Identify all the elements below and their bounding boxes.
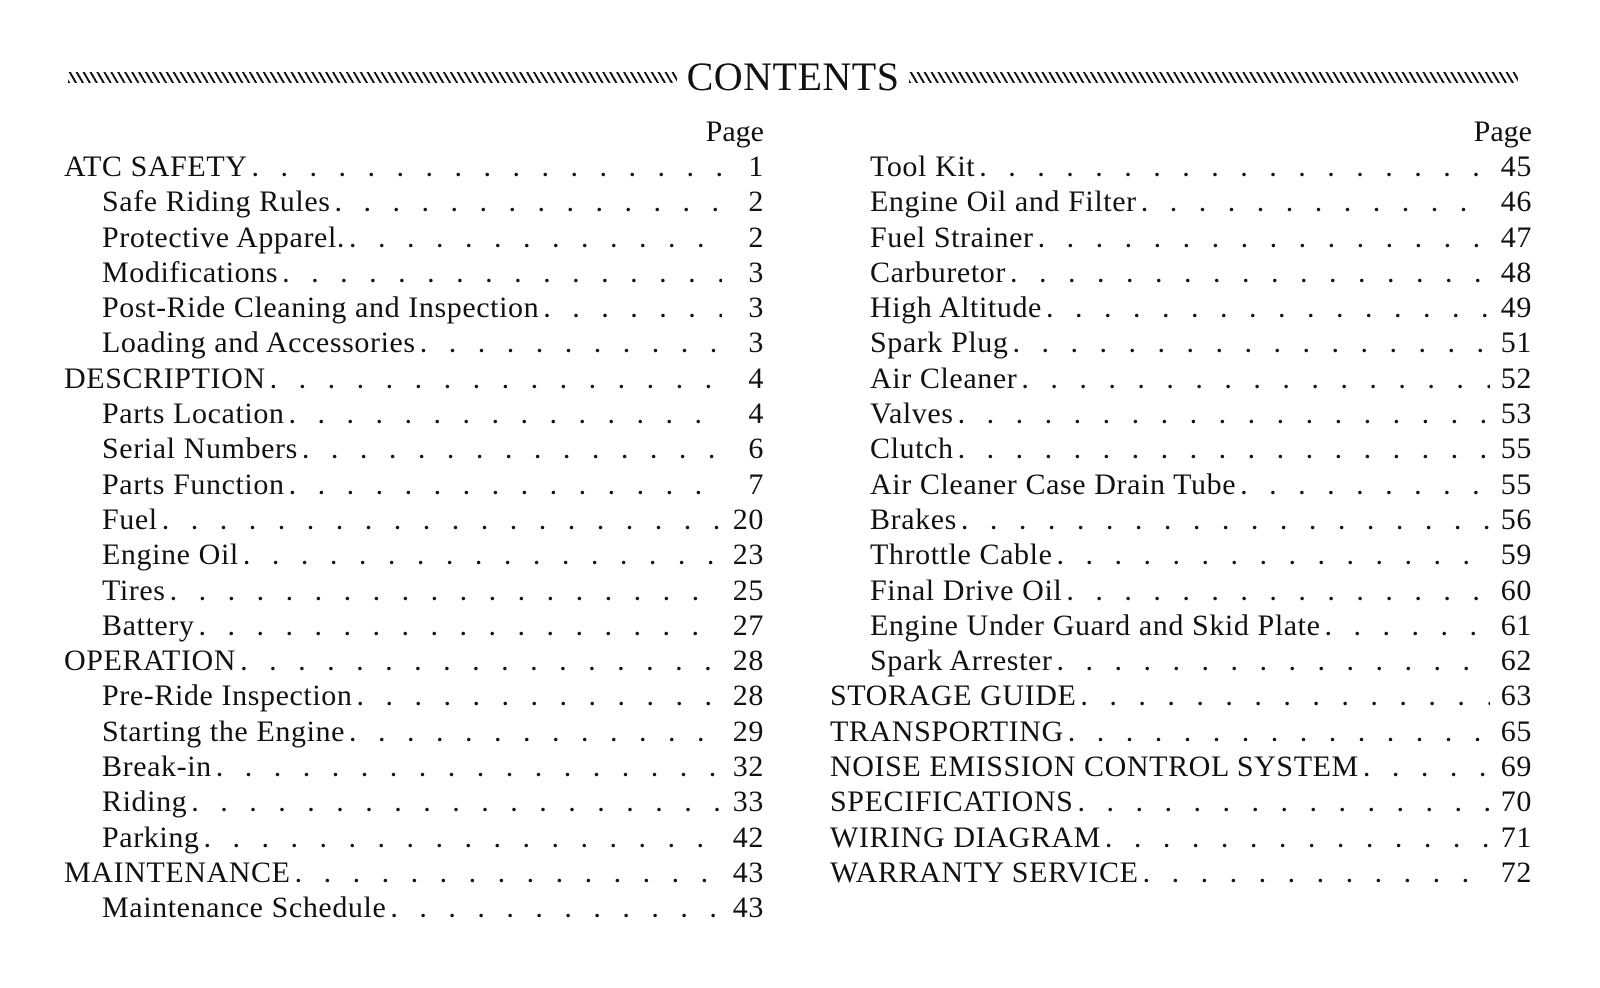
dot-leader [1325, 608, 1490, 643]
toc-entry-page-number: 1 [748, 150, 764, 183]
toc-entry-label: Maintenance Schedule [102, 891, 387, 925]
toc-section-entry[interactable] [830, 855, 1532, 890]
toc-entry-label: Safe Riding Rules [102, 185, 331, 219]
dot-leader [1057, 643, 1490, 678]
toc-entry-page-number: 28 [732, 644, 764, 678]
toc-entry-page-number: 53 [1500, 397, 1532, 431]
toc-entry-label: OPERATION [64, 644, 237, 678]
toc-entry-page-number: 3 [748, 291, 764, 325]
toc-subsection-entry[interactable] [830, 431, 1532, 466]
toc-subsection-entry[interactable] [830, 467, 1532, 502]
toc-entry-label: Riding [102, 785, 188, 819]
toc-section-entry[interactable] [830, 714, 1532, 749]
toc-subsection-entry[interactable] [830, 220, 1532, 255]
toc-entry-page-number: 55 [1500, 432, 1532, 466]
toc-list-left [64, 149, 764, 926]
toc-section-entry[interactable] [830, 749, 1532, 784]
toc-subsection-entry[interactable] [64, 537, 764, 572]
toc-entry-page-number: 63 [1500, 679, 1532, 713]
dot-leader [1240, 467, 1490, 502]
toc-entry-label: Air Cleaner Case Drain Tube [870, 467, 1237, 501]
toc-entry-label: WARRANTY SERVICE [830, 855, 1139, 889]
toc-entry-label: Battery [102, 608, 195, 642]
toc-entry-page-number: 55 [1500, 467, 1532, 501]
dot-leader [1141, 184, 1490, 219]
toc-entry-page-number: 56 [1500, 502, 1532, 536]
toc-entry-label: DESCRIPTION [64, 361, 266, 395]
toc-subsection-entry[interactable] [64, 608, 764, 643]
dot-leader [958, 431, 1490, 466]
toc-section-entry[interactable] [64, 361, 764, 396]
dot-leader [1021, 361, 1490, 396]
toc-entry-page-number: 71 [1500, 820, 1532, 854]
toc-subsection-entry[interactable] [64, 820, 764, 855]
toc-subsection-entry[interactable] [64, 431, 764, 466]
toc-entry-page-number: 33 [732, 785, 764, 819]
toc-subsection-entry[interactable] [830, 643, 1532, 678]
dot-leader [243, 537, 722, 572]
dot-leader [289, 396, 722, 431]
toc-entry-label: ATC SAFETY [64, 150, 248, 183]
toc-entry-label: Engine Under Guard and Skid Plate [870, 608, 1321, 642]
toc-entry-page-number: 70 [1500, 785, 1532, 819]
toc-entry-page-number: 4 [748, 397, 764, 431]
toc-subsection-entry[interactable] [64, 678, 764, 713]
toc-subsection-entry[interactable] [64, 396, 764, 431]
toc-entry-label: MAINTENANCE [64, 855, 291, 889]
toc-entry-label: Post-Ride Cleaning and Inspection [102, 291, 540, 325]
toc-entry-page-number: 27 [732, 608, 764, 642]
page-title: CONTENTS [686, 54, 900, 99]
toc-entry-label: Protective Apparel. [102, 220, 345, 254]
dot-leader [270, 361, 722, 396]
dot-leader [1013, 325, 1490, 360]
toc-entry-label: Spark Plug [870, 326, 1009, 360]
toc-subsection-entry[interactable] [64, 184, 764, 219]
toc-entry-label: High Altitude [870, 291, 1042, 325]
toc-subsection-entry[interactable] [64, 749, 764, 784]
toc-entry-label: Parts Function [102, 467, 285, 501]
dot-leader [216, 749, 722, 784]
toc-entry-label: Throttle Cable [870, 538, 1053, 572]
toc-entry-page-number: 60 [1500, 573, 1532, 607]
dot-leader [349, 220, 722, 255]
toc-entry-page-number: 23 [732, 538, 764, 572]
toc-entry-label: Valves [870, 397, 954, 431]
toc-entry-page-number: 28 [732, 679, 764, 713]
toc-entry-label: Spark Arrester [870, 644, 1053, 678]
toc-entry-page-number: 48 [1500, 255, 1532, 289]
toc-entry-label: Break-in [102, 750, 212, 784]
decorative-rule-left [68, 72, 677, 83]
toc-subsection-entry[interactable] [830, 149, 1532, 184]
toc-subsection-entry[interactable] [64, 502, 764, 537]
toc-subsection-entry[interactable] [64, 290, 764, 325]
toc-entry-label: WIRING DIAGRAM [830, 820, 1101, 854]
toc-entry-label: Loading and Accessories [102, 326, 416, 360]
page-column-heading: Page [1473, 115, 1532, 148]
toc-section-entry[interactable] [64, 855, 764, 890]
dot-leader [162, 502, 722, 537]
toc-entry-label: Parts Location [102, 397, 285, 431]
toc-subsection-entry[interactable] [830, 325, 1532, 360]
dot-leader [1010, 255, 1490, 290]
toc-entry-page-number: 6 [748, 432, 764, 466]
toc-entry-label: TRANSPORTING [830, 714, 1064, 748]
dot-leader [1038, 220, 1490, 255]
toc-subsection-entry[interactable] [830, 608, 1532, 643]
contents-header [68, 52, 1518, 102]
dot-leader [1105, 820, 1490, 855]
toc-subsection-entry[interactable] [64, 573, 764, 608]
dot-leader [295, 855, 722, 890]
dot-leader [1077, 784, 1490, 819]
dot-leader [390, 890, 722, 925]
toc-section-entry[interactable] [64, 149, 764, 184]
toc-subsection-entry[interactable] [830, 255, 1532, 290]
dot-leader [1068, 714, 1490, 749]
toc-entry-page-number: 51 [1500, 326, 1532, 360]
dot-leader [420, 325, 722, 360]
dot-leader [1143, 855, 1490, 890]
dot-leader [191, 784, 722, 819]
dot-leader [1057, 537, 1490, 572]
dot-leader [302, 431, 722, 466]
toc-subsection-entry[interactable] [64, 220, 764, 255]
dot-leader [240, 643, 722, 678]
toc-entry-page-number: 2 [748, 220, 764, 254]
toc-entry-page-number: 43 [732, 855, 764, 889]
dot-leader [357, 678, 722, 713]
toc-entry-label: Modifications [102, 255, 279, 289]
dot-leader [204, 820, 722, 855]
toc-entry-label: Pre-Ride Inspection [102, 679, 353, 713]
decorative-rule-right [909, 72, 1518, 83]
toc-entry-page-number: 62 [1500, 644, 1532, 678]
toc-entry-label: STORAGE GUIDE [830, 679, 1077, 713]
dot-leader [958, 396, 1490, 431]
toc-section-entry[interactable] [830, 820, 1532, 855]
toc-entry-page-number: 32 [732, 750, 764, 784]
toc-entry-page-number: 3 [748, 326, 764, 360]
toc-entry-label: Fuel Strainer [870, 220, 1034, 254]
toc-entry-page-number: 2 [748, 185, 764, 219]
toc-entry-label: Engine Oil [102, 538, 239, 572]
toc-subsection-entry[interactable] [830, 184, 1532, 219]
dot-leader [349, 714, 722, 749]
toc-entry-label: Tires [102, 573, 166, 607]
toc-entry-page-number: 61 [1500, 608, 1532, 642]
toc-entry-page-number: 47 [1500, 220, 1532, 254]
toc-entry-page-number: 65 [1500, 714, 1532, 748]
dot-leader [282, 255, 722, 290]
toc-subsection-entry[interactable] [830, 502, 1532, 537]
toc-entry-page-number: 43 [732, 891, 764, 925]
toc-column-left [64, 115, 764, 926]
dot-leader [252, 149, 722, 184]
toc-entry-page-number: 4 [748, 361, 764, 395]
toc-subsection-entry[interactable] [64, 325, 764, 360]
dot-leader [543, 290, 722, 325]
toc-subsection-entry[interactable] [64, 714, 764, 749]
toc-entry-page-number: 25 [732, 573, 764, 607]
toc-subsection-entry[interactable] [830, 361, 1532, 396]
toc-subsection-entry[interactable] [830, 537, 1532, 572]
toc-entry-label: NOISE EMISSION CONTROL SYSTEM [830, 750, 1359, 784]
toc-subsection-entry[interactable] [830, 290, 1532, 325]
toc-section-entry[interactable] [830, 678, 1532, 713]
toc-subsection-entry[interactable] [64, 784, 764, 819]
dot-leader [1046, 290, 1490, 325]
dot-leader [1080, 678, 1490, 713]
toc-entry-label: Clutch [870, 432, 954, 466]
toc-entry-label: Final Drive Oil [870, 573, 1063, 607]
toc-entry-page-number: 3 [748, 255, 764, 289]
toc-section-entry[interactable] [64, 643, 764, 678]
toc-entry-label: Engine Oil and Filter [870, 185, 1137, 219]
toc-subsection-entry[interactable] [830, 396, 1532, 431]
toc-entry-page-number: 52 [1500, 361, 1532, 395]
toc-entry-label: Tool Kit [870, 150, 976, 183]
toc-entry-page-number: 46 [1500, 185, 1532, 219]
toc-entry-page-number: 20 [732, 502, 764, 536]
toc-section-entry[interactable] [830, 784, 1532, 819]
dot-leader [979, 149, 1490, 184]
toc-entry-label: Parking [102, 820, 200, 854]
toc-entry-page-number: 59 [1500, 538, 1532, 572]
toc-subsection-entry[interactable] [64, 467, 764, 502]
toc-entry-page-number: 69 [1500, 750, 1532, 784]
toc-entry-label: SPECIFICATIONS [830, 785, 1074, 819]
toc-entry-page-number: 29 [732, 714, 764, 748]
dot-leader [199, 608, 722, 643]
toc-entry-label: Serial Numbers [102, 432, 298, 466]
dot-leader [289, 467, 722, 502]
toc-entry-page-number: 45 [1500, 150, 1532, 183]
toc-entry-page-number: 7 [748, 467, 764, 501]
toc-subsection-entry[interactable] [64, 255, 764, 290]
dot-leader [1066, 573, 1490, 608]
dot-leader [1363, 749, 1490, 784]
toc-entry-label: Fuel [102, 502, 158, 536]
toc-entry-page-number: 72 [1500, 855, 1532, 889]
toc-subsection-entry[interactable] [64, 890, 764, 925]
dot-leader [335, 184, 722, 219]
toc-entry-label: Brakes [870, 502, 957, 536]
dot-leader [961, 502, 1490, 537]
page-column-heading: Page [705, 115, 764, 148]
toc-entry-label: Carburetor [870, 255, 1006, 289]
toc-subsection-entry[interactable] [830, 573, 1532, 608]
toc-column-right [830, 115, 1532, 890]
toc-entry-label: Starting the Engine [102, 714, 346, 748]
toc-list-right [830, 149, 1532, 890]
toc-entry-label: Air Cleaner [870, 361, 1018, 395]
dot-leader [170, 573, 722, 608]
toc-entry-page-number: 42 [732, 820, 764, 854]
toc-entry-page-number: 49 [1500, 291, 1532, 325]
